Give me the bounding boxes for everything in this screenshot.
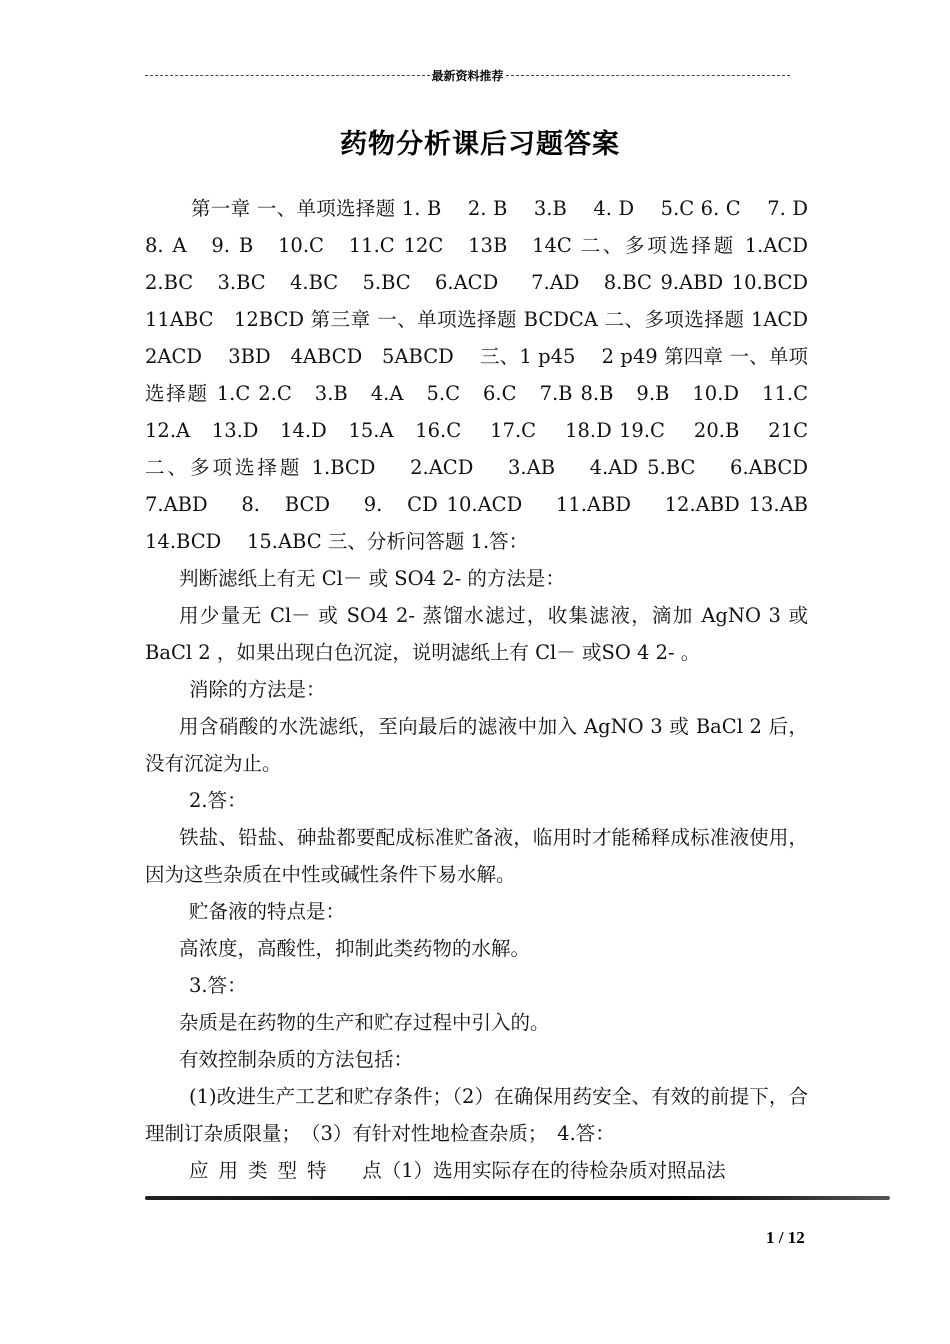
page-header — [145, 64, 790, 86]
question-4-table-row — [145, 1152, 808, 1189]
application-type-label: 应用类型特 — [189, 1159, 337, 1182]
document-body — [145, 190, 834, 1189]
question-1-removal-heading: 消除的方法是： — [189, 678, 326, 701]
question-2-stock-heading: 贮备液的特点是： — [189, 900, 346, 923]
answer-key-paragraph: 第一章 一、单项选择题 1. B 2. B 3.B 4. D 5.C 6. C 7. D 8. A 9. B 10.C 11.C 12C 13B 14C 二、多项选择题 1.ACD 2.BC 3.BC 4.BC 5.BC 6.ACD 7.AD 8.BC 9.ABD 10.BCD 11ABC 12BCD 第三章 一、单项选择题 BCDCA 二、多项选择题 1ACD 2ACD 3BD 4ABCD 5ABCD 三、1 p45 2 p49 第四章 一、单项选择题 1.C 2.C 3.B 4.A 5.C 6.C 7.B 8.B 9.B 10.D 11.C 12.A 13.D 14.D 15.A 16.C 17.C 18.D 19.C 20.B 21C 二、多项选择题 1.BCD 2.ACD 3.AB 4.AD 5.BC 6.ABCD 7.ABD 8. BCD 9. CD 10.ACD 11.ABD 12.ABD 13.AB 14.BCD 15.ABC 三、分析问答题 1.答： — [145, 197, 834, 553]
page-number: 1 / 12 — [766, 1228, 805, 1247]
header-dash-left — [145, 75, 430, 76]
question-2-label: 2.答： — [189, 789, 247, 812]
question-3-methods-heading: 有效控制杂质的方法包括： — [179, 1048, 414, 1071]
header-label: 最新资料推荐 — [431, 68, 504, 83]
question-3-label: 3.答： — [189, 974, 247, 997]
question-3-methods-list: (1)改进生产工艺和贮存条件；（2）在确保用药安全、有效的前提下，合理制订杂质限量； （3）有针对性地检查杂质； 4.答： — [145, 1085, 808, 1145]
question-3-answer-text: 杂质是在药物的生产和贮存过程中引入的。 — [179, 1011, 550, 1034]
document-title: 药物分析课后习题答案 — [340, 129, 620, 160]
question-2-answer-text: 铁盐、铅盐、砷盐都要配成标准贮备液，临用时才能稀释成标准液使用，因为这些杂质在中性或碱性条件下易水解。 — [145, 826, 808, 886]
footer-rule — [145, 1196, 890, 1200]
question-1-method-heading: 判断滤纸上有无 Cl－ 或 SO4 2- 的方法是： — [179, 567, 565, 590]
question-1-removal-text: 用含硝酸的水洗滤纸，至向最后的滤液中加入 AgNO 3 或 BaCl 2 后，没有沉淀为止。 — [145, 715, 808, 775]
question-2-stock-text: 高浓度，高酸性，抑制此类药物的水解。 — [179, 937, 531, 960]
application-type-text: 点（1）选用实际存在的待检杂质对照品法 — [362, 1159, 726, 1182]
header-dash-right — [506, 75, 791, 76]
question-1-method-text: 用少量无 Cl－ 或 SO4 2- 蒸馏水滤过，收集滤液，滴加 AgNO 3 或 BaCl 2 ，如果出现白色沉淀，说明滤纸上有 Cl－ 或SO 4 2- 。 — [145, 604, 808, 664]
